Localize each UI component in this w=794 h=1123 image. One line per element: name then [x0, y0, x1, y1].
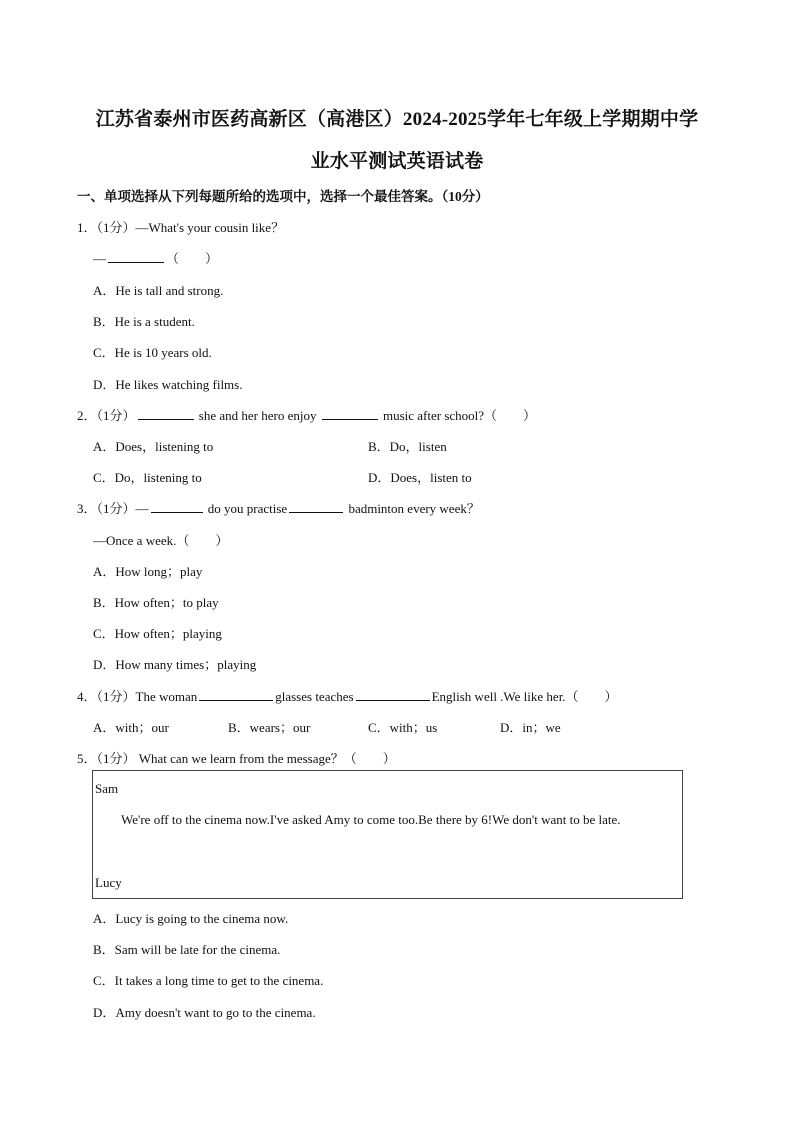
question-3-option-c[interactable]: C．How often；playing [93, 626, 222, 641]
question-1-option-b[interactable]: B．He is a student. [93, 314, 195, 329]
question-3-reply: —Once a week.（ ） [93, 533, 229, 548]
question-5-option-c[interactable]: C．It takes a long time to get to the cinema. [93, 973, 324, 988]
question-4-option-d[interactable]: D．in；we [500, 720, 561, 735]
stem-part: she and her hero enjoy [198, 408, 317, 423]
question-5-option-a[interactable]: A．Lucy is going to the cinema now. [93, 911, 289, 926]
question-5-option-b[interactable]: B．Sam will be late for the cinema. [93, 942, 281, 957]
question-3-option-d[interactable]: D．How many times；playing [93, 657, 257, 672]
stem-part: 4．（1分）The woman [77, 689, 198, 704]
stem-part: English well .We like her.（ ） [431, 689, 618, 704]
question-3-option-a[interactable]: A．How long；play [93, 564, 203, 579]
question-5-option-d[interactable]: D．Amy doesn't want to go to the cinema. [93, 1005, 316, 1020]
message-body: We're off to the cinema now.I've asked Amy to come too.Be there by 6!We don't want to be late. [121, 812, 621, 827]
question-2-stem [77, 405, 536, 424]
exam-title-line2: 业水平测试英语试卷 [310, 151, 484, 172]
answer-blank [151, 501, 203, 513]
question-2-option-d[interactable]: D．Does，listen to [368, 470, 472, 485]
question-1-option-c[interactable]: C．He is 10 years old. [93, 345, 212, 360]
answer-blank [199, 689, 273, 701]
question-1-answer-line [93, 248, 218, 267]
answer-dash: — [93, 251, 106, 266]
question-1-option-d[interactable]: D．He likes watching films. [93, 377, 243, 392]
question-4-option-a[interactable]: A．with；our [93, 720, 169, 735]
section-heading: 一、单项选择从下列每题所给的选项中，选择一个最佳答案。（10分） [77, 189, 489, 204]
stem-part: do you practise [207, 501, 288, 516]
stem-part: music after school?（ ） [382, 408, 537, 423]
answer-blank [356, 689, 430, 701]
question-4-option-c[interactable]: C．with；us [368, 720, 438, 735]
question-1-stem: 1．（1分）—What's your cousin like？ [77, 220, 285, 235]
question-2-option-a[interactable]: A．Does，listening to [93, 439, 214, 454]
stem-part: badminton every week？ [348, 501, 480, 516]
answer-blank [289, 501, 343, 513]
exam-title-line1: 江苏省泰州市医药高新区（高港区）2024-2025学年七年级上学期期中学 [95, 109, 699, 130]
question-2-option-c[interactable]: C．Do，listening to [93, 470, 202, 485]
stem-part: 3．（1分）— [77, 501, 149, 516]
question-4-option-b[interactable]: B．wears；our [228, 720, 311, 735]
question-4-stem [77, 686, 618, 705]
stem-part: glasses teaches [275, 689, 354, 704]
question-3-stem [77, 498, 480, 517]
message-sender: Lucy [95, 875, 122, 890]
answer-blank [138, 408, 194, 420]
answer-paren: （ ） [166, 251, 219, 266]
question-2-option-b[interactable]: B．Do，listen [368, 439, 447, 454]
message-box [92, 770, 683, 899]
answer-blank [322, 408, 378, 420]
question-1-option-a[interactable]: A．He is tall and strong. [93, 283, 224, 298]
message-recipient: Sam [95, 781, 119, 796]
answer-blank [108, 251, 164, 263]
question-5-stem: 5．（1分） What can we learn from the message？（ ） [77, 751, 396, 766]
question-3-option-b[interactable]: B．How often；to play [93, 595, 219, 610]
stem-part: 2．（1分） [77, 408, 136, 423]
